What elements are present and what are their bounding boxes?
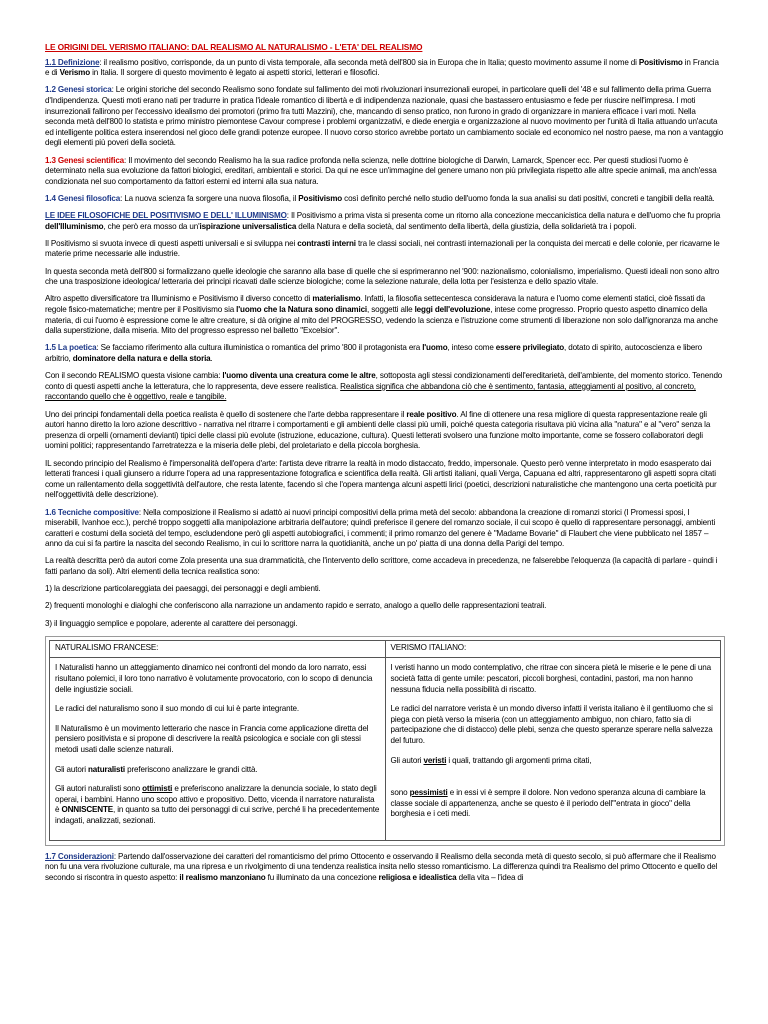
- section-heading: 1.5 La poetica: [45, 343, 97, 353]
- paragraph-materialismo: Altro aspetto diversificatore tra Illuminismo e Positivismo il diverso concetto di materialismo. Infatti, la filosofia settecentesca considerava la natura e l'uomo come elementi statici, cioè fissati da regole fisico-matematiche; mentre per il Positivismo sia l'uomo che la Natura sono dinamici, soggetti alle leggi dell'evoluzione, intese come progresso. Proprio questo aspetto dinamico della materia, di cui l'uomo è espressione come le altre creature, si dà origine al mito del PROGRESSO, vedendo la scienza e l'istruzione come strumenti di liberazione non solo dall'ignoranza ma anche dalla superstizione, dalla miseria. Mito del progresso espresso nel balletto "Excelsior".: [45, 294, 718, 336]
- table-cell-naturalismo: I Naturalisti hanno un atteggiamento dinamico nei confronti del mondo da loro narrato, essi risultano polemici, il loro tono narrativo è volutamente provocatorio, con lo scopo di denuncia delle ingiustizie sociali. Le radici del naturalismo sono il suo mondo di cui lui è parte integrante. Il Naturalismo è un movimento letterario che nasce in Francia come applicazione diretta del pensiero positivista e si propone di descrivere la realtà psicologica e sociale con gli stessi metodi usati dalle scienze naturali. Gli autori naturalisti preferiscono analizzare le grandi città. Gli autori naturalisti sono ottimisti e preferiscono analizzare la denuncia sociale, lo stato degli operai, i bambini. Hanno uno scopo attivo e propositivo. Detto, vicenda il narratore naturalista è ONNISCENTE, in quanto sa tutto dei personaggi di cui scrive, perché li ha precedentemente indagati, analizzati, sezionati.: [50, 658, 386, 840]
- list-item: 2) frequenti monologhi e dialoghi che conferiscono alla narrazione un andamento rapido e serrato, analogo a quello delle rappresentazioni teatrali.: [45, 601, 547, 611]
- paragraph-secondo-realismo: Con il secondo REALISMO questa visione cambia: l'uomo diventa una creatura come le altre, sottoposta agli stessi condizionamenti dell'ereditarietà, dell'ambiente, del momento storico. Tenendo conto di questi aspetti anche la letteratura, che lo rappresenta, deve essere realistica. Realistica significa che abbandona ciò che è sentimento, fantasia, atteggiamenti al positivo, al concreto, raccontando quello che è oggettivo, reale e tangibile.: [45, 371, 723, 402]
- paragraph-contrasti: Il Positivismo si svuota invece di questi aspetti universali e si sviluppa nei contrasti interni tra le classi sociali, nei contrasti internazionali per la conquista dei mercati e delle colonie, per ricavarne le materie prime necessarie alle industrie.: [45, 238, 720, 259]
- paragraph-principi: Uno dei principi fondamentali della poetica realista è quello di sostenere che l'arte debba rappresentare il reale positivo. Al fine di ottenere una resa migliore di questa rappresentazione reale gli autori hanno diretto la loro azione descrittivo - narrativa nel ritrarre i comportamenti e gli ambienti delle classi più umili, poiché questa categoria risultava più vicina alla "natura" e al "vero" senza la presenza di orpelli (ornamenti devianti) tipici delle classi più evolute (istruzione, educazione, cultura). Questi letterati svolsero una funzione molto importante, come se fossero collaboratori degli uomini politici; rappresentando l'arretratezza e la miseria delle plebi, del proletariato e della piccola borghesia.: [45, 409, 711, 451]
- list-item: 1) la descrizione particolareggiata dei paesaggi, dei personaggi e degli ambienti.: [45, 584, 321, 594]
- section-heading: 1.1 Definizione: [45, 57, 100, 67]
- paragraph-zola: La realtà descritta però da autori come Zola presenta una sua drammaticità, che l'intervento dello scrittore, come accadeva in precedenza, ne falserebbe l'eloquenza (la capacità di parlare - quindi i fatti parlano da soli). Altri elementi della tecnica realistica sono:: [45, 556, 718, 577]
- section-genesi-storica: 1.2 Genesi storica: Le origini storiche del secondo Realismo sono fondate sul fallimento dei moti rivoluzionari insurrezionali europei, in particolare quelli del '48 e sul fallimento della prima Guerra d'Indipendenza. Questi moti erano nati per tradurre in pratica l'ideale romantico di libertà e di indipendenza nazionale, quasi che bastassero entusiasmo e fede per riuscire nell'impresa. I moti insurrezionali fallirono per l'eccessivo idealismo dei promotori (primo fra tutti Mazzini), che, mancando di senso pratico, non furono in grado di organizzare in maniera efficace i vari moti. Nella seconda metà dell'800 lo statista e primo ministro piemontese Cavour comprese i problemi organizzativi, e diede energia e organizzazione al nuovo movimento per l'unità di Italia attuando un'acuta ed intelligente politica estera inserendosi nel gioco delle grandi potenze europee. Il nuovo corso storico avrebbe portato un cambiamento sociale ed economico nel nostro paese, ma non a vantaggio degli elementi più poveri della società.: [45, 85, 724, 148]
- section-considerazioni: 1.7 Considerazioni: Partendo dall'osservazione dei caratteri del romanticismo del primo Ottocento e osservando il Realismo della seconda metà di questo secolo, si può affermare che il Realismo non fu una vera rivoluzione culturale, ma una ripresa e un rivolgimento di una tendenza realistica insita nello stesso romanticismo. La differenza quindi tra Realismo del primo Ottocento e quello del secondo si riscontra in questo aspetto: il realismo manzoniano fu illuminato da una concezione religiosa e idealistica della vita – l'idea di: [45, 851, 718, 882]
- section-tecniche: 1.6 Tecniche compositive: Nella composizione il Realismo si adattò ai nuovi principi compositivi della prima metà del secolo: abbandona la creazione di romanzi storici (I Promessi sposi, I miserabili, Ivanhoe ecc.), perché troppo soggetti alla manipolazione arbitraria dell'autore; quindi preferisce il genere del romanzo sociale, il cui scopo è quello di rappresentare personaggi, ambienti caratteri e costumi della società del tempo, escludendone però gli aspetti autobiografici, i commenti; il primo romanzo del genere è "Madame Bovarie" di Flaubert che viene pubblicato nel 1857 – anno da cui si fa partire la nascita del secondo Realismo, in cui lo scrittore narra la quotidianità, anche un po' piatta di una donna della Parigi del tempo.: [45, 507, 716, 549]
- section-heading: 1.2 Genesi storica: [45, 85, 112, 95]
- table-cell-verismo: I veristi hanno un modo contemplativo, che ritrae con sincera pietà le miserie e le pene di una società fatta di gente umile: pescatori, piccoli borghesi, contadini, pastori, ma non hanno nessuna fiducia nella possibilità di riscatto. Le radici del narratore verista è un mondo diverso infatti il verista italiano è il gentiluomo che si piega con pietà verso la miseria (con un atteggiamento ambiguo, non chiaro, fatto sia di partecipazione che di distacco) delle plebi, senza che questo speranze sperare nella salvezza del futuro. Gli autori veristi i quali, trattando gli argomenti prima citati, sono pessimisti e in essi vi è sempre il dolore. Non vedono speranza alcuna di cambiare la classe sociale di appartenenza, anche se questo è il periodo dell'"entrata in gioco" della borghesia e i ceti medi.: [385, 658, 721, 840]
- document-page: [45, 42, 725, 890]
- paragraph-impersonalita: IL secondo principio del Realismo è l'impersonalità dell'opera d'arte: l'artista deve ritrarre la realtà in modo distaccato, freddo, impersonale. Questo però venne interpretato in modo esasperato dai letterati francesi i quali giunsero a ridurre l'opera ad una rappresentazione fotografica e scientifica della realtà. Gli artisti italiani, quali Verga, Capuana ed altri, rappresentarono gli aspetti sopra citati come un rallentamento della soggettività dell'autore, che resta latente, facendo sì che l'opera mantenga alcuni aspetti lirici (poetici, descrizioni naturalistiche che mantengono una certa poeticità pur nell'oggettività delle descrizione).: [45, 458, 717, 500]
- section-heading: LE IDEE FILOSOFICHE DEL POSITIVISMO E DELL' ILLUMINISMO: [45, 211, 287, 221]
- section-genesi-scientifica: 1.3 Genesi scientifica: Il movimento del secondo Realismo ha la sua radice profonda nella scienza, nelle dottrine biologiche di Darwin, Lamarck, Spencer ecc. Per questi studiosi l'uomo è determinato nella sua evoluzione da fattori biologici, ereditari, ambientali e storici. Da qui ne esce un'immagine del genere umano non più privilegiata rispetto alle altre specie animali, ma anch'essa condizionata nel suo comportamento da fattori esterni ed interni alla sua natura.: [45, 155, 717, 186]
- document-title: LE ORIGINI DEL VERISMO ITALIANO: DAL REALISMO AL NATURALISMO - L'ETA' DEL REALISMO: [45, 42, 423, 52]
- paragraph-ideologie: In questa seconda metà dell'800 si formalizzano quelle ideologie che saranno alla base di quelle che si esprimeranno nel '900: nazionalismo, colonialismo, imperialismo. Questi ideali non sono altro che una trasposizione ideologica/ letteraria dei principi ricavati dalle scienze biologiche; come la selezione naturale, della lotta per l'esistenza e dello spazio vitale.: [45, 266, 720, 287]
- section-heading: 1.6 Tecniche compositive: [45, 507, 139, 517]
- section-heading: 1.7 Considerazioni: [45, 851, 114, 861]
- table-header-naturalismo: NATURALISMO FRANCESE:: [50, 640, 386, 658]
- section-poetica: 1.5 La poetica: Se facciamo riferimento alla cultura illuministica o romantica del primo '800 il protagonista era l'uomo, inteso come essere privilegiato, dotato di spirito, autocoscienza e libero arbitrio, dominatore della natura e della storia.: [45, 343, 703, 363]
- section-definizione: 1.1 Definizione: il realismo positivo, corrisponde, da un punto di vista temporale, alla seconda metà dell'800 sia in Europa che in Italia; questo movimento assume il nome di Positivismo in Francia e di Verismo in Italia. Il sorgere di questo movimento è legato ai aspetti storici, letterari e filosofici.: [45, 57, 719, 78]
- section-idee-filosofiche: LE IDEE FILOSOFICHE DEL POSITIVISMO E DELL' ILLUMINISMO: Il Positivismo a prima vista si presenta come un ritorno alla concezione meccanicistica della natura e dell'uomo che fu propria dell'Illuminismo, che però era mosso da un'ispirazione universalistica della Natura e della società, dal sentimento della libertà, della giustizia, della solidarietà tra i popoli.: [45, 211, 721, 231]
- section-heading: 1.3 Genesi scientifica: [45, 155, 125, 165]
- list-item: 3) il linguaggio semplice e popolare, aderente al carattere dei personaggi.: [45, 618, 298, 628]
- section-genesi-filosofica: 1.4 Genesi filosofica: La nuova scienza fa sorgere una nuova filosofia, il Positivismo così definito perché nello studio dell'uomo fonda la sua analisi su dati positivi, concreti e tangibili della realtà.: [45, 193, 715, 203]
- table-header-verismo: VERISMO ITALIANO:: [385, 640, 721, 658]
- comparison-table: [45, 636, 725, 846]
- section-heading: 1.4 Genesi filosofica: [45, 193, 121, 203]
